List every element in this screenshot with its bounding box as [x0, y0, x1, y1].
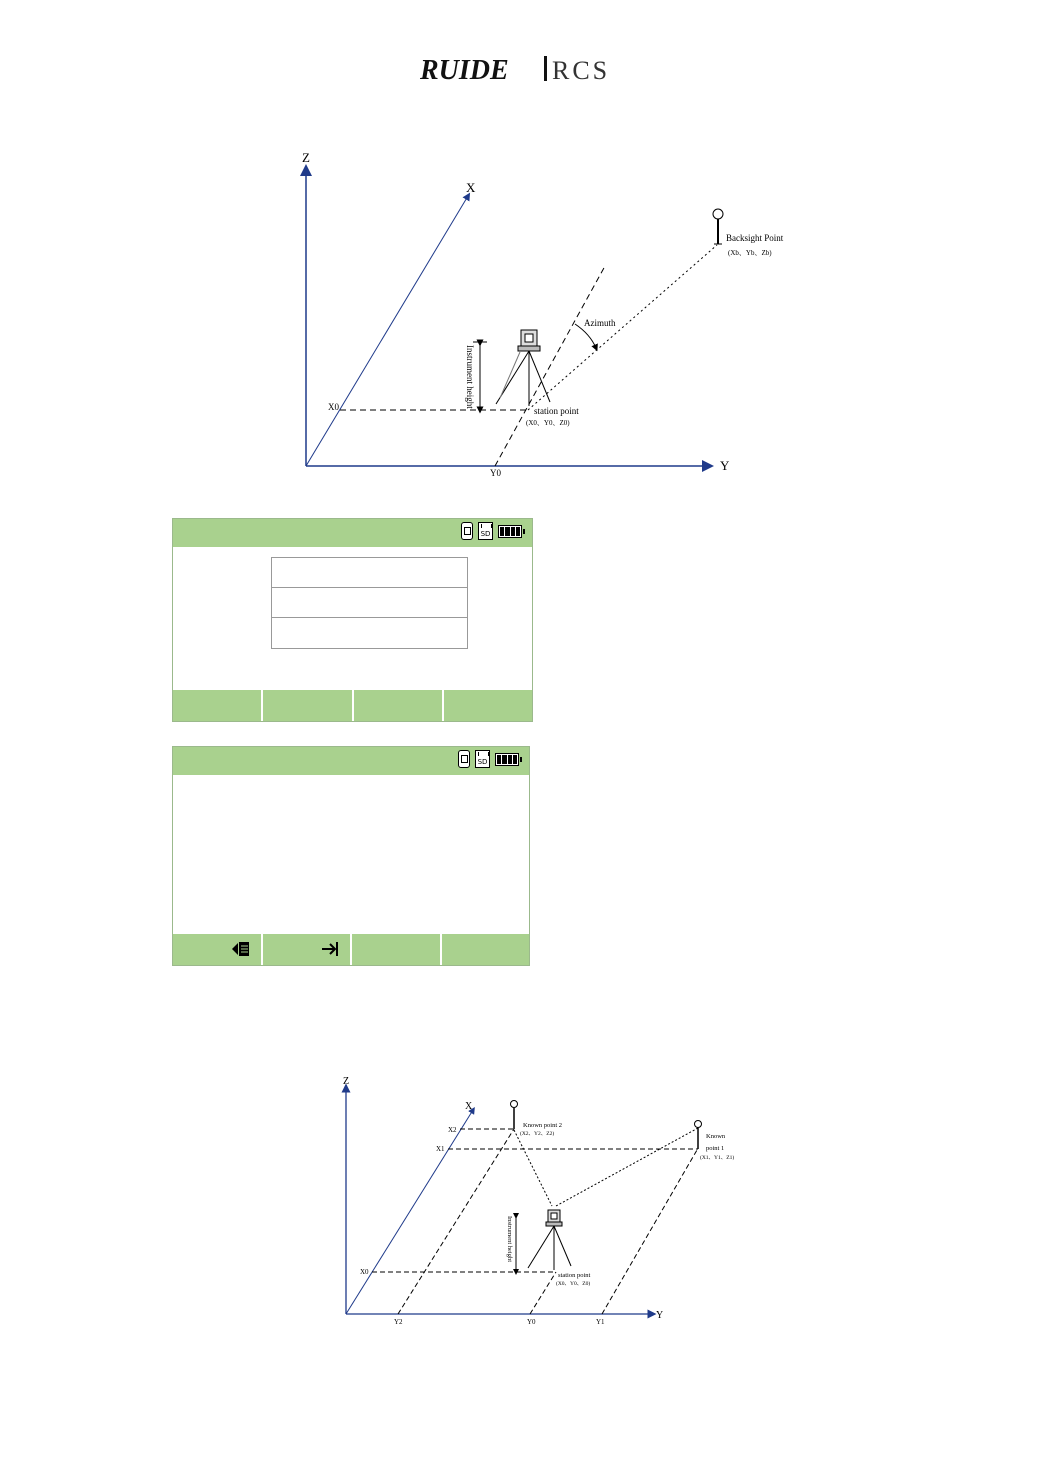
x0-label: X0: [360, 1268, 369, 1276]
status-icons: [458, 750, 519, 768]
title-bar: [173, 747, 529, 775]
prism-icon: [713, 209, 723, 219]
ruide-rcs-logo: [418, 52, 658, 86]
y2-label: Y2: [394, 1318, 403, 1326]
x-axis-label: X: [466, 180, 476, 195]
backsight-coords: (Xb、Yb、Zb): [728, 249, 772, 257]
softkey-tab[interactable]: [263, 934, 351, 965]
tab-arrow-icon: [320, 940, 340, 958]
menu-item-1[interactable]: [272, 558, 467, 588]
softkey-f3[interactable]: [352, 934, 440, 965]
backsight-label: Backsight Point: [726, 233, 784, 243]
sight-line-1: [556, 1128, 698, 1206]
prism-icon: [695, 1121, 702, 1128]
sight-line: [528, 245, 717, 410]
softkey-f1[interactable]: [173, 690, 261, 721]
y0-label: Y0: [527, 1318, 536, 1326]
memory-icon: [458, 750, 470, 768]
softkey-f4[interactable]: [444, 690, 532, 721]
instrument-screen-input: [172, 746, 530, 966]
total-station-icon: [528, 1210, 571, 1270]
list-icon: [231, 940, 251, 958]
menu-item-3[interactable]: [272, 618, 467, 648]
backsight-diagram: [290, 148, 790, 480]
softkey-f3[interactable]: [354, 690, 442, 721]
softkey-list[interactable]: [173, 934, 261, 965]
z-axis-label: Z: [302, 150, 310, 165]
station-label: station point: [558, 1272, 591, 1279]
instrument-height-label: Instrument height: [465, 345, 475, 409]
known1-label-a: Known: [706, 1133, 726, 1140]
y0-dashed-line: [530, 1272, 556, 1314]
status-icons: [461, 522, 522, 540]
softkey-f2[interactable]: [263, 690, 351, 721]
y0-label: Y0: [490, 468, 501, 478]
memory-icon: [461, 522, 473, 540]
known2-coords: (X2、Y2、Z2): [520, 1131, 555, 1137]
logo-divider: [544, 56, 547, 81]
azimuth-label: Azimuth: [584, 318, 616, 328]
prism-icon: [511, 1101, 518, 1108]
station-coords: (X0、Y0、Z0): [556, 1281, 591, 1287]
total-station-icon: [496, 330, 550, 406]
menu-item-2[interactable]: [272, 588, 467, 618]
y2-dashed-line: [398, 1129, 514, 1314]
sd-card-icon: SD: [478, 522, 493, 540]
station-coords: (X0、Y0、Z0): [526, 419, 570, 427]
battery-icon: [495, 753, 519, 766]
known1-label-b: point 1: [706, 1145, 725, 1152]
softkey-bar: [173, 690, 532, 721]
sight-line-2: [514, 1130, 555, 1206]
x-axis-label: X: [465, 1101, 473, 1112]
x0-label: X0: [328, 402, 339, 412]
resection-diagram: [330, 1072, 750, 1330]
sd-card-icon: SD: [475, 750, 490, 768]
station-label: station point: [534, 406, 579, 416]
x2-label: X2: [448, 1126, 457, 1134]
y1-dashed-line: [602, 1150, 697, 1314]
known2-label: Known point 2: [523, 1122, 562, 1129]
x-axis: [346, 1110, 473, 1314]
y0-dashed-line: [495, 266, 605, 466]
menu-list: [271, 557, 468, 649]
logo-brand-text: RUIDE: [420, 55, 509, 86]
x1-label: X1: [436, 1145, 445, 1153]
z-axis-label: Z: [343, 1076, 350, 1087]
softkey-f4[interactable]: [442, 934, 530, 965]
x-axis: [306, 196, 468, 466]
instrument-height-label: Instrument height: [506, 1216, 513, 1263]
known1-coords: (X1、Y1、Z1): [700, 1155, 735, 1161]
y1-label: Y1: [596, 1318, 605, 1326]
y-axis-label: Y: [720, 458, 730, 473]
softkey-bar: [173, 934, 529, 965]
instrument-screen-menu: [172, 518, 533, 722]
battery-icon: [498, 525, 522, 538]
logo-product-text: RCS: [552, 56, 611, 85]
title-bar: [173, 519, 532, 547]
y-axis-label: Y: [656, 1310, 664, 1321]
